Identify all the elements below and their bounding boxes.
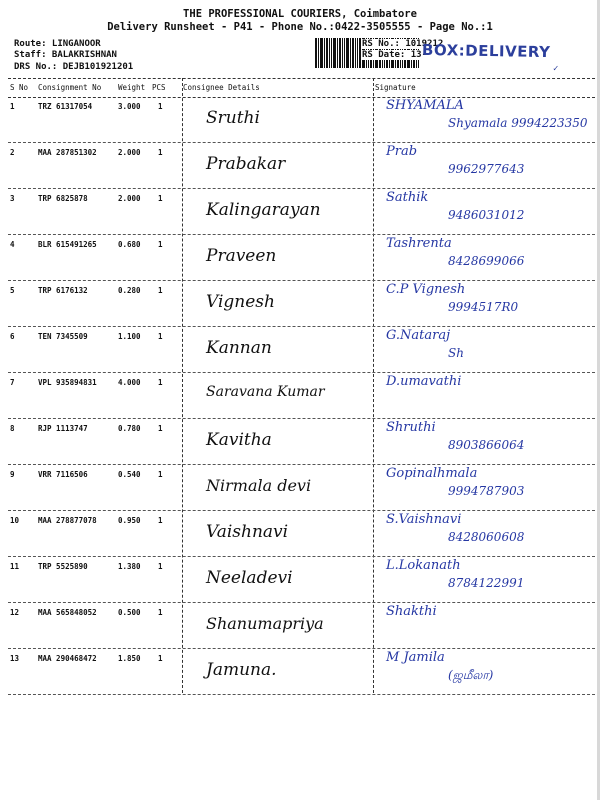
stamp-mark: ✓: [553, 64, 559, 74]
pcs-value: 1: [158, 608, 163, 617]
pcs-value: 1: [158, 470, 163, 479]
serial-number: 6: [10, 332, 15, 341]
consignment-number: MAA 278877078: [38, 516, 97, 525]
consignee-name: Sruthi: [206, 108, 260, 128]
table-header: [8, 78, 600, 98]
signature-scribble: Tashrenta: [386, 236, 452, 251]
serial-number: 13: [10, 654, 20, 663]
pcs-value: 1: [158, 332, 163, 341]
consignee-name: Neeladevi: [206, 568, 293, 588]
col-pcs: PCS: [152, 83, 166, 92]
table-row: [8, 418, 600, 465]
weight-value: 3.000: [118, 102, 141, 111]
weight-value: 2.000: [118, 148, 141, 157]
signature-phone: 8428699066: [448, 254, 525, 268]
serial-number: 7: [10, 378, 15, 387]
consignee-name: Nirmala devi: [206, 476, 312, 495]
serial-number: 8: [10, 424, 15, 433]
consignment-number: TRP 5525890: [38, 562, 88, 571]
consignment-number: MAA 290468472: [38, 654, 97, 663]
serial-number: 9: [10, 470, 15, 479]
consignee-name: Jamuna.: [206, 660, 277, 680]
weight-value: 0.780: [118, 424, 141, 433]
col-sno: S No: [10, 83, 29, 92]
pcs-value: 1: [158, 148, 163, 157]
pcs-value: 1: [158, 516, 163, 525]
signature-scribble: L.Lokanath: [386, 558, 461, 573]
signature-phone: Shyamala 9994223350: [448, 116, 588, 130]
col-consignee: Consignee Details: [183, 83, 260, 92]
serial-number: 10: [10, 516, 20, 525]
consignee-name: Kalingarayan: [206, 200, 321, 220]
weight-value: 1.100: [118, 332, 141, 341]
signature-scribble: C.P Vignesh: [386, 282, 466, 297]
route-label: Route: LINGANOOR: [14, 39, 101, 49]
weight-value: 0.500: [118, 608, 141, 617]
table-row: [8, 326, 600, 373]
table-row: [8, 556, 600, 603]
consignee-name: Vaishnavi: [206, 522, 289, 542]
table-row: [8, 602, 600, 649]
weight-value: 4.000: [118, 378, 141, 387]
table-row: [8, 280, 600, 327]
consignment-number: VRR 7116506: [38, 470, 88, 479]
consignment-number: TEN 7345509: [38, 332, 88, 341]
pcs-value: 1: [158, 102, 163, 111]
consignee-name: Kavitha: [206, 430, 272, 450]
signature-phone: 9962977643: [448, 162, 525, 176]
signature-scribble: G.Nataraj: [386, 328, 451, 343]
serial-number: 3: [10, 194, 15, 203]
signature-scribble: D.umavathi: [386, 374, 462, 389]
company-title: THE PROFESSIONAL COURIERS, Coimbatore: [183, 8, 417, 20]
signature-scribble: Shakthi: [386, 604, 437, 619]
signature-phone: (ஜமீலா): [448, 668, 494, 682]
col-weight: Weight: [118, 83, 146, 92]
table-row: [8, 372, 600, 419]
consignment-number: TRZ 61317054: [38, 102, 93, 111]
consignee-name: Vignesh: [206, 292, 275, 312]
signature-scribble: M Jamila: [386, 650, 445, 665]
pcs-value: 1: [158, 562, 163, 571]
weight-value: 0.680: [118, 240, 141, 249]
drs-number: DRS No.: DEJB101921201: [14, 62, 134, 72]
consignee-name: Shanumapriya: [206, 614, 324, 633]
pcs-value: 1: [158, 654, 163, 663]
consignee-name: Kannan: [206, 338, 272, 358]
signature-phone: 9994787903: [448, 484, 525, 498]
pcs-value: 1: [158, 194, 163, 203]
weight-value: 2.000: [118, 194, 141, 203]
weight-value: 1.850: [118, 654, 141, 663]
signature-phone: 9486031012: [448, 208, 525, 222]
table-row: [8, 96, 600, 143]
delivery-stamp: BOX:DELIVERY: [421, 40, 551, 62]
signature-scribble: SHYAMALA: [386, 98, 464, 113]
consignment-number: BLR 615491265: [38, 240, 97, 249]
signature-phone: 9994517R0: [448, 300, 519, 314]
pcs-value: 1: [158, 378, 163, 387]
pcs-value: 1: [158, 424, 163, 433]
pcs-value: 1: [158, 286, 163, 295]
consignment-number: MAA 565848052: [38, 608, 97, 617]
signature-phone: 8428060608: [448, 530, 525, 544]
consignee-name: Saravana Kumar: [206, 384, 325, 400]
serial-number: 2: [10, 148, 15, 157]
table-row: [8, 510, 600, 557]
staff-label: Staff: BALAKRISHNAN: [14, 50, 117, 60]
weight-value: 0.280: [118, 286, 141, 295]
runsheet-title: Delivery Runsheet - P41 - Phone No.:0422-3505555 - Page No.:1: [107, 21, 493, 33]
weight-value: 0.540: [118, 470, 141, 479]
rs-number: RS No.: 1019212: [362, 39, 447, 49]
col-signature: Signature: [375, 83, 416, 92]
consignment-number: TRP 6176132: [38, 286, 88, 295]
signature-phone: 8784122991: [448, 576, 525, 590]
signature-phone: Sh: [448, 346, 464, 360]
consignee-name: Praveen: [206, 246, 277, 266]
pcs-value: 1: [158, 240, 163, 249]
serial-number: 11: [10, 562, 20, 571]
col-consignment: Consignment No: [38, 83, 102, 92]
consignment-number: TRP 6825878: [38, 194, 88, 203]
consignment-number: MAA 287851302: [38, 148, 97, 157]
signature-phone: 8903866064: [448, 438, 525, 452]
signature-scribble: S.Vaishnavi: [386, 512, 462, 527]
serial-number: 4: [10, 240, 15, 249]
signature-scribble: Sathik: [386, 190, 429, 205]
serial-number: 12: [10, 608, 20, 617]
weight-value: 0.950: [118, 516, 141, 525]
weight-value: 1.380: [118, 562, 141, 571]
signature-scribble: Shruthi: [386, 420, 436, 435]
serial-number: 1: [10, 102, 15, 111]
consignment-number: RJP 1113747: [38, 424, 88, 433]
consignee-name: Prabakar: [206, 154, 286, 174]
table-row: [8, 464, 600, 511]
table-row: [8, 648, 600, 695]
table-row: [8, 188, 600, 235]
serial-number: 5: [10, 286, 15, 295]
signature-scribble: Prab: [386, 144, 418, 159]
consignment-number: VPL 935894831: [38, 378, 97, 387]
signature-scribble: Gopinalhmala: [386, 466, 478, 481]
rs-date: RS Date: 13-: [362, 50, 431, 60]
table-row: [8, 234, 600, 281]
table-row: [8, 142, 600, 189]
